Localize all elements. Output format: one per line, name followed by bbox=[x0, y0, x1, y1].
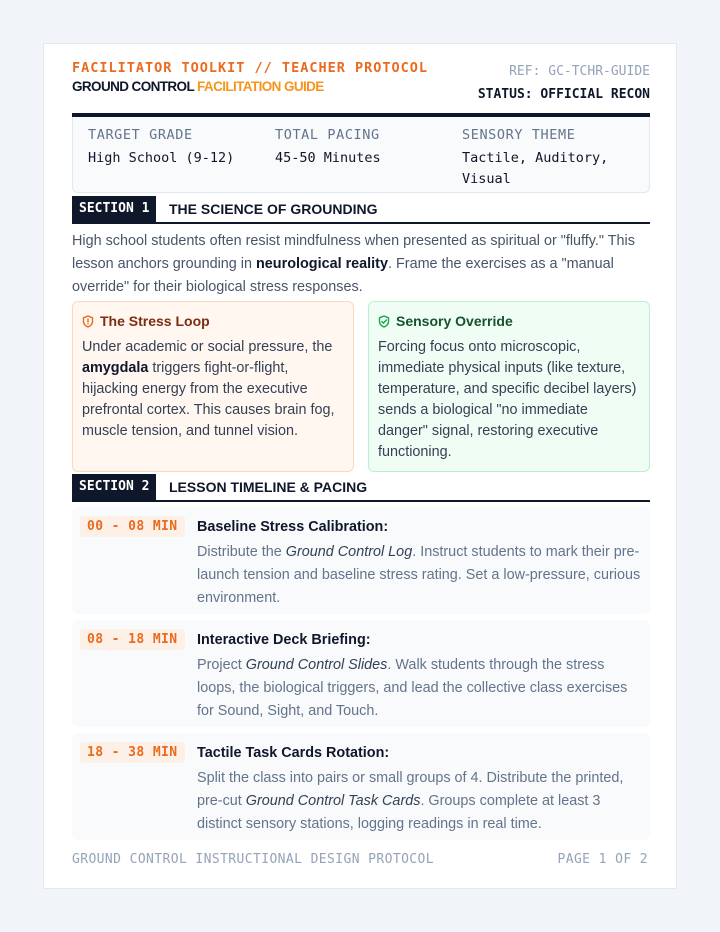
meta-total-pacing bbox=[275, 127, 455, 169]
shield-check-icon bbox=[378, 315, 390, 328]
shield-icon bbox=[82, 315, 94, 328]
card-header bbox=[82, 310, 344, 332]
timeline-item bbox=[72, 733, 650, 840]
section-tag: SECTION 2 bbox=[72, 474, 156, 500]
timeline-item bbox=[72, 507, 650, 614]
card-body: Forcing focus onto microscopic, immediate physical inputs (like texture, temperature, and specific decibel layers) sends a biological "no immediate danger" signal, restoring executive functioning. bbox=[378, 339, 637, 460]
reference-code: REF: GC-TCHR-GUIDE bbox=[509, 64, 650, 79]
intro-text: High school students often resist mindfulness when presented as spiritual or "fluffy." This lesson anchors grounding in bbox=[72, 233, 635, 272]
toolkit-line: FACILITATOR TOOLKIT // TEACHER PROTOCOL bbox=[72, 60, 428, 76]
timeline-text-end: . Walk students through the stress loops, the biological triggers, and lead the collective class exercises for Sound, Sight, and Touch. bbox=[197, 657, 628, 719]
timeline-text: Split the class into pairs or small groups of 4. Distribute the printed, pre-cut bbox=[197, 770, 624, 809]
timeline-description bbox=[197, 767, 642, 836]
timeline-time-badge: 00 - 08 MIN bbox=[80, 516, 185, 537]
timeline-material: Ground Control Task Cards bbox=[245, 793, 421, 809]
timeline-item bbox=[72, 620, 650, 727]
guide-title-accent: FACILITATION GUIDE bbox=[197, 79, 324, 94]
timeline-time-badge: 18 - 38 MIN bbox=[80, 742, 185, 763]
card-body bbox=[82, 337, 344, 442]
timeline-title: Interactive Deck Briefing: bbox=[197, 632, 371, 648]
intro-text-end: . Frame the exercises as a "manual override" for their biological stress responses. bbox=[72, 256, 614, 295]
card-emphasis: amygdala bbox=[82, 360, 149, 376]
meta-value: 45-50 Minutes bbox=[275, 150, 381, 166]
section-title: THE SCIENCE OF GROUNDING bbox=[169, 201, 378, 217]
card-title: The Stress Loop bbox=[100, 313, 210, 329]
meta-label: SENSORY THEME bbox=[462, 127, 576, 143]
timeline-material: Ground Control Log bbox=[285, 544, 413, 560]
timeline-description bbox=[197, 654, 642, 723]
meta-label: TOTAL PACING bbox=[275, 127, 380, 143]
section-1-header bbox=[72, 196, 650, 224]
section-1-intro bbox=[72, 230, 657, 299]
timeline-time-badge: 08 - 18 MIN bbox=[80, 629, 185, 650]
stress-loop-card bbox=[72, 301, 354, 472]
section-2-header bbox=[72, 474, 650, 502]
timeline-title: Baseline Stress Calibration: bbox=[197, 519, 389, 535]
timeline-title: Tactile Task Cards Rotation: bbox=[197, 745, 390, 761]
card-text-end: triggers fight-or-flight, hijacking energy from the executive prefrontal cortex. This causes brain fog, muscle tension, and tunnel vision. bbox=[82, 360, 335, 439]
guide-title-main: GROUND CONTROL bbox=[72, 79, 194, 94]
card-text: Under academic or social pressure, the bbox=[82, 339, 333, 355]
guide-title bbox=[72, 79, 324, 94]
guide-page bbox=[43, 43, 677, 889]
page-number: PAGE 1 OF 2 bbox=[557, 852, 648, 867]
page-header bbox=[72, 60, 650, 116]
meta-value: High School (9-12) bbox=[88, 150, 235, 166]
timeline-text: Project bbox=[197, 657, 246, 673]
section-tag: SECTION 1 bbox=[72, 196, 156, 222]
section-title: LESSON TIMELINE & PACING bbox=[169, 479, 368, 495]
card-title: Sensory Override bbox=[396, 313, 513, 329]
meta-target-grade bbox=[88, 127, 268, 169]
intro-emphasis: neurological reality bbox=[256, 256, 388, 272]
status-label: STATUS: OFFICIAL RECON bbox=[477, 87, 650, 102]
footer-protocol: GROUND CONTROL INSTRUCTIONAL DESIGN PROTOCOL bbox=[72, 852, 434, 867]
timeline-text-end: . Instruct students to mark their pre-launch tension and baseline stress rating. Set a low-pressure, curious environment. bbox=[197, 544, 641, 606]
meta-value: Tactile, Auditory, Visual bbox=[462, 150, 609, 187]
meta-sensory-theme bbox=[462, 127, 637, 190]
timeline-text-end: . Groups complete at least 3 distinct sensory stations, logging readings in real time. bbox=[197, 793, 601, 832]
timeline-description bbox=[197, 541, 642, 610]
lesson-meta bbox=[72, 117, 650, 193]
card-header bbox=[378, 310, 640, 332]
meta-label: TARGET GRADE bbox=[88, 127, 193, 143]
sensory-override-card bbox=[368, 301, 650, 472]
timeline-material: Ground Control Slides bbox=[245, 657, 388, 673]
timeline-text: Distribute the bbox=[197, 544, 286, 560]
